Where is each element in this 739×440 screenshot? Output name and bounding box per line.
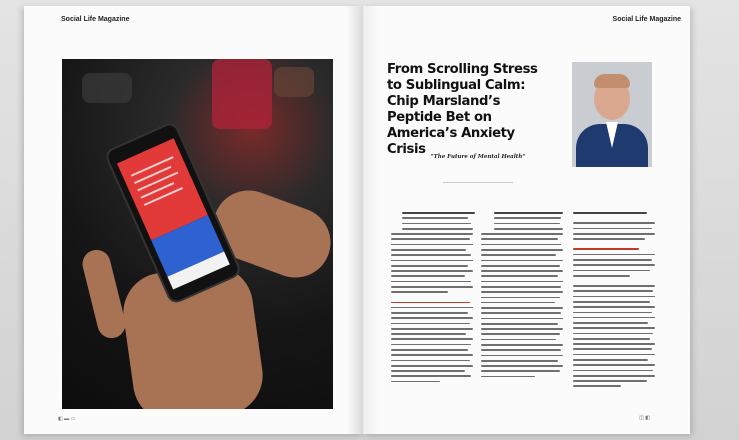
bokeh-light xyxy=(212,59,272,129)
masthead-right: Social Life Magazine xyxy=(612,16,681,23)
masthead-left: Social Life Magazine xyxy=(61,16,130,23)
body-column-1 xyxy=(391,212,473,382)
right-page xyxy=(363,6,690,434)
article-headline: From Scrolling Stress to Sublingual Calm: Chip Marsland’s Peptide Bet on America’s Anxiety Crisis xyxy=(387,62,538,157)
body-column-2 xyxy=(481,212,563,377)
portrait-hair xyxy=(594,74,630,88)
divider xyxy=(443,182,513,183)
thumb xyxy=(80,247,129,341)
bokeh-light xyxy=(82,73,132,103)
pull-quote: “The Future of Mental Health” xyxy=(430,154,526,160)
author-portrait xyxy=(572,62,652,167)
body-column-3 xyxy=(573,212,655,387)
page-icon: ◧ ▬ ▭ xyxy=(58,416,76,422)
hero-photo-phone-in-hands xyxy=(62,59,333,409)
left-page xyxy=(24,6,363,434)
spine-shadow xyxy=(347,6,379,434)
bokeh-light xyxy=(274,67,314,97)
page-icon: ◫ ◧ xyxy=(639,415,650,421)
